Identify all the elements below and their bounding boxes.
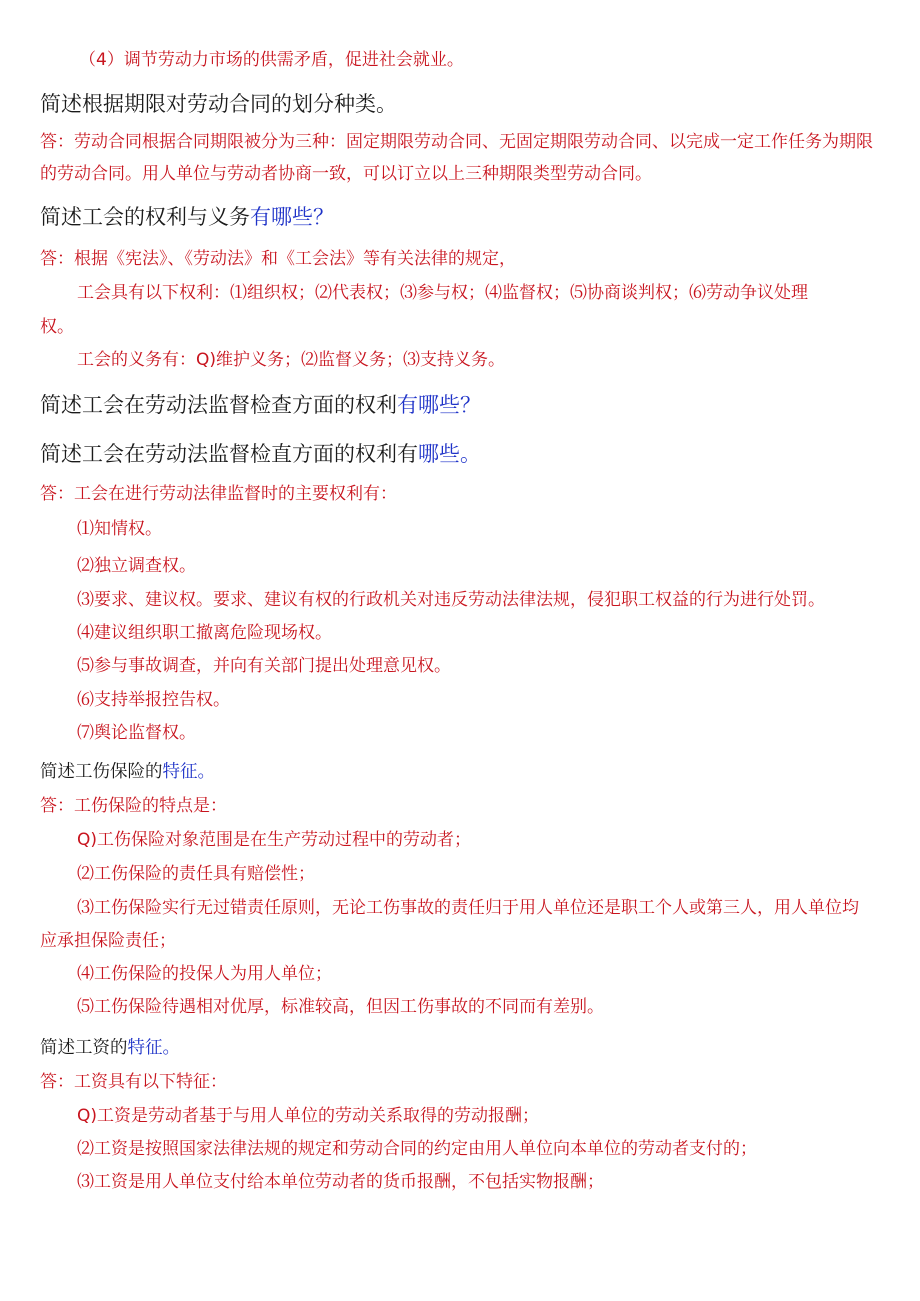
list-item: ⑷建议组织职工撤离危险现场权。	[77, 623, 332, 643]
answer-line: 答：工资具有以下特征：	[40, 1072, 227, 1092]
list-item: ⑷工伤保险的投保人为用人单位；	[77, 964, 332, 984]
question-text: 简述工伤保险的	[40, 762, 163, 782]
list-item: ⑸工伤保险待遇相对优厚，标准较高，但因工伤事故的不同而有差别。	[77, 997, 604, 1017]
answer-line: 答：劳动合同根据合同期限被分为三种：固定期限劳动合同、无固定期限劳动合同、以完成一定工作任务为期限	[40, 132, 873, 152]
answer-line: 答：工会在进行劳动法律监督时的主要权利有：	[40, 484, 397, 504]
list-item: ⑵工伤保险的责任具有赔偿性；	[77, 864, 315, 884]
question-text: 简述根据期限对劳动合同的划分种类。	[40, 92, 397, 116]
question-text: 简述工会在劳动法监督检直方面的权利有	[40, 442, 418, 466]
question-text: 简述工会的权利与义务	[40, 205, 250, 229]
list-item: ⑴知情权。	[77, 519, 162, 539]
question-heading	[40, 762, 215, 783]
list-item: ⑵独立调查权。	[77, 556, 196, 576]
list-item: ⑶工资是用人单位支付给本单位劳动者的货币报酬，不包括实物报酬；	[77, 1172, 604, 1192]
question-text-highlight: 有哪些？	[250, 205, 334, 229]
answer-line: 工会的义务有：Q)维护义务；⑵监督义务；⑶支持义务。	[77, 350, 506, 370]
list-item: Q)工伤保险对象范围是在生产劳动过程中的劳动者；	[77, 830, 472, 850]
answer-line: 答：根据《宪法》、《劳动法》和《工会法》等有关法律的规定，	[40, 249, 516, 269]
question-heading	[40, 1038, 180, 1059]
answer-line: 应承担保险责任；	[40, 931, 176, 951]
question-heading	[40, 393, 481, 418]
list-item: ⑸参与事故调查，并向有关部门提出处理意见权。	[77, 656, 451, 676]
question-text-highlight: 哪些。	[418, 442, 481, 466]
list-item: ⑹支持举报控告权。	[77, 690, 230, 710]
question-text: 简述工会在劳动法监督检查方面的权利	[40, 393, 397, 417]
answer-line: 的劳动合同。用人单位与劳动者协商一致，可以订立以上三种期限类型劳动合同。	[40, 164, 652, 184]
answer-line: 答：工伤保险的特点是：	[40, 796, 227, 816]
question-heading	[40, 442, 481, 467]
answer-line: 工会具有以下权利：⑴组织权；⑵代表权；⑶参与权；⑷监督权；⑸协商谈判权；⑹劳动争议处理	[77, 283, 808, 303]
list-item: ⑵工资是按照国家法律法规的规定和劳动合同的约定由用人单位向本单位的劳动者支付的；	[77, 1139, 757, 1159]
question-heading	[40, 205, 334, 230]
question-text-highlight: 特征。	[162, 762, 215, 782]
list-item: ⑶工伤保险实行无过错责任原则，无论工伤事故的责任归于用人单位还是职工个人或第三人，用人单位均	[77, 898, 859, 918]
answer-line: 权。	[40, 317, 74, 337]
list-item: Q)工资是劳动者基于与用人单位的劳动关系取得的劳动报酬；	[77, 1106, 540, 1126]
question-text: 简述工资的	[40, 1038, 128, 1058]
question-text-highlight: 有哪些？	[397, 393, 481, 417]
list-item: ⑶要求、建议权。要求、建议有权的行政机关对违反劳动法律法规，侵犯职工权益的行为进行处罚。	[77, 590, 825, 610]
question-heading	[40, 92, 397, 117]
list-item: ⑺舆论监督权。	[77, 723, 196, 743]
answer-line: （4）调节劳动力市场的供需矛盾，促进社会就业。	[79, 50, 464, 70]
question-text-highlight: 特征。	[127, 1038, 180, 1058]
